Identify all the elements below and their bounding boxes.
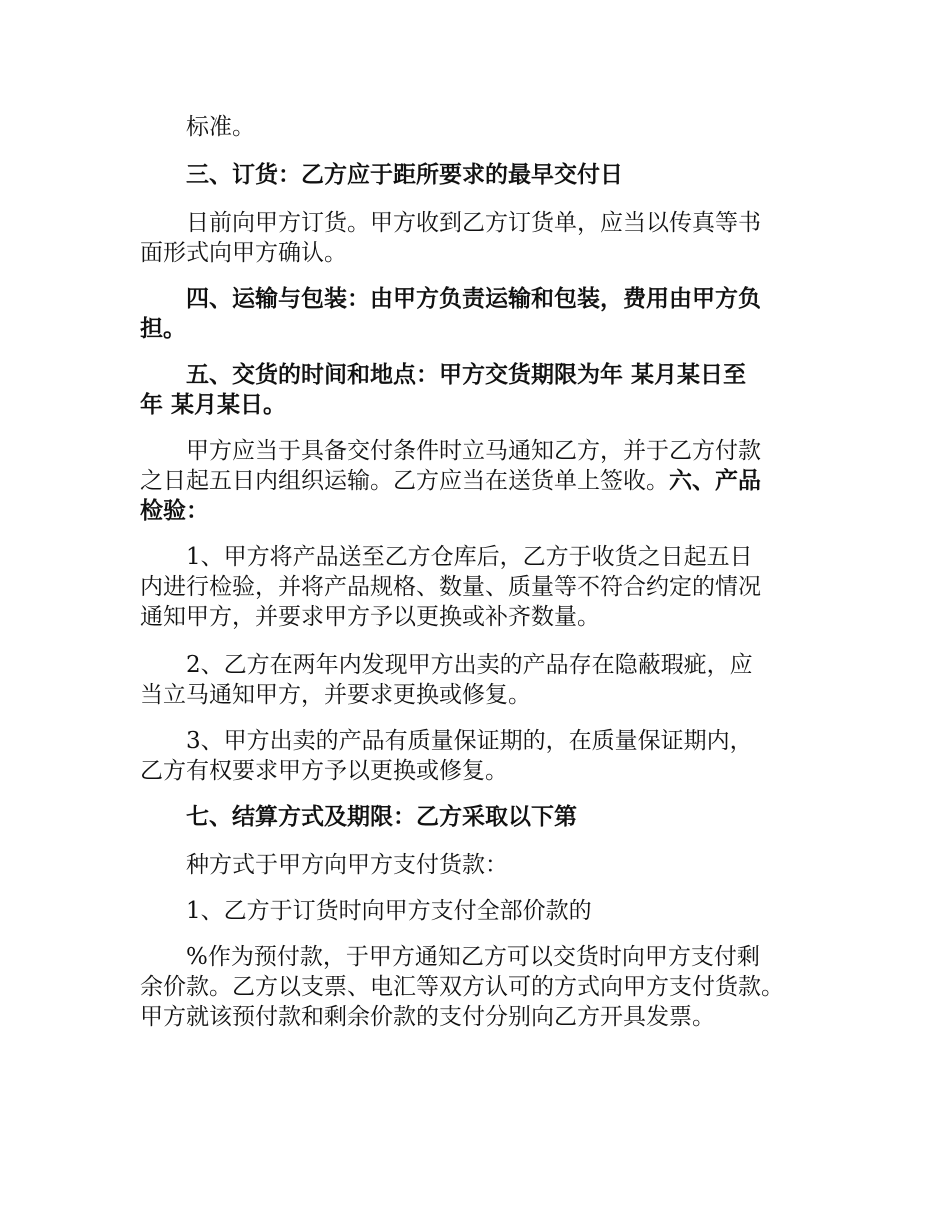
paragraph-line: 甲方就该预付款和剩余价款的支付分别向乙方开具发票。 — [140, 1004, 715, 1030]
section-heading-7 — [140, 802, 830, 832]
paragraph-line: 1、甲方将产品送至乙方仓库后，乙方于收货之日起五日 — [186, 544, 753, 570]
paragraph-line: 担。 — [140, 316, 186, 342]
paragraph-line: 通知甲方，并要求甲方予以更换或补齐数量。 — [140, 604, 600, 630]
paragraph-3 — [140, 208, 830, 268]
paragraph-8 — [140, 650, 830, 710]
paragraph-line: 四、运输与包装：由甲方负责运输和包装，费用由甲方负 — [186, 286, 761, 312]
paragraph-line: 乙方有权要求甲方予以更换或修复。 — [140, 758, 508, 784]
paragraph-line: 种方式于甲方向甲方支付货款： — [186, 852, 508, 878]
paragraph-line: 标准。 — [186, 114, 255, 140]
paragraph-6 — [140, 436, 830, 526]
paragraph-1 — [140, 112, 830, 142]
paragraph-line: 三、订货：乙方应于距所要求的最早交付日 — [186, 162, 623, 188]
section-heading-6-start: 六、产品 — [669, 468, 761, 494]
paragraph-line: 年 某月某日。 — [140, 392, 287, 418]
paragraph-line: 1、乙方于订货时向甲方支付全部价款的 — [186, 898, 592, 924]
paragraph-line: 3、甲方出卖的产品有质量保证期的，在质量保证期内， — [186, 728, 753, 754]
section-heading-6-end: 检验： — [140, 498, 209, 524]
section-heading-5 — [140, 360, 830, 420]
paragraph-line: 2、乙方在两年内发现甲方出卖的产品存在隐蔽瑕疵，应 — [186, 652, 753, 678]
paragraph-line-with-heading — [140, 466, 830, 496]
section-heading-4 — [140, 284, 830, 344]
paragraph-line: 日前向甲方订货。甲方收到乙方订货单，应当以传真等书 — [186, 210, 761, 236]
paragraph-11 — [140, 850, 830, 880]
paragraph-line: 内进行检验，并将产品规格、数量、质量等不符合约定的情况 — [140, 574, 761, 600]
paragraph-line: 余价款。乙方以支票、电汇等双方认可的方式向甲方支付货款。 — [140, 974, 784, 1000]
paragraph-9 — [140, 726, 830, 786]
paragraph-line: 甲方应当于具备交付条件时立马通知乙方，并于乙方付款 — [186, 438, 761, 464]
paragraph-line: 面形式向甲方确认。 — [140, 240, 347, 266]
paragraph-line: 七、结算方式及期限：乙方采取以下第 — [186, 804, 577, 830]
paragraph-line: %作为预付款，于甲方通知乙方可以交货时向甲方支付剩 — [186, 944, 760, 970]
paragraph-line: 五、交货的时间和地点：甲方交货期限为年 某月某日至 — [186, 362, 747, 388]
section-heading-3 — [140, 160, 830, 190]
paragraph-line: 当立马通知甲方，并要求更换或修复。 — [140, 682, 531, 708]
paragraph-12 — [140, 896, 830, 926]
paragraph-13 — [140, 942, 830, 1032]
paragraph-line-text: 之日起五日内组织运输。乙方应当在送货单上签收。 — [140, 468, 669, 494]
paragraph-7 — [140, 542, 830, 632]
